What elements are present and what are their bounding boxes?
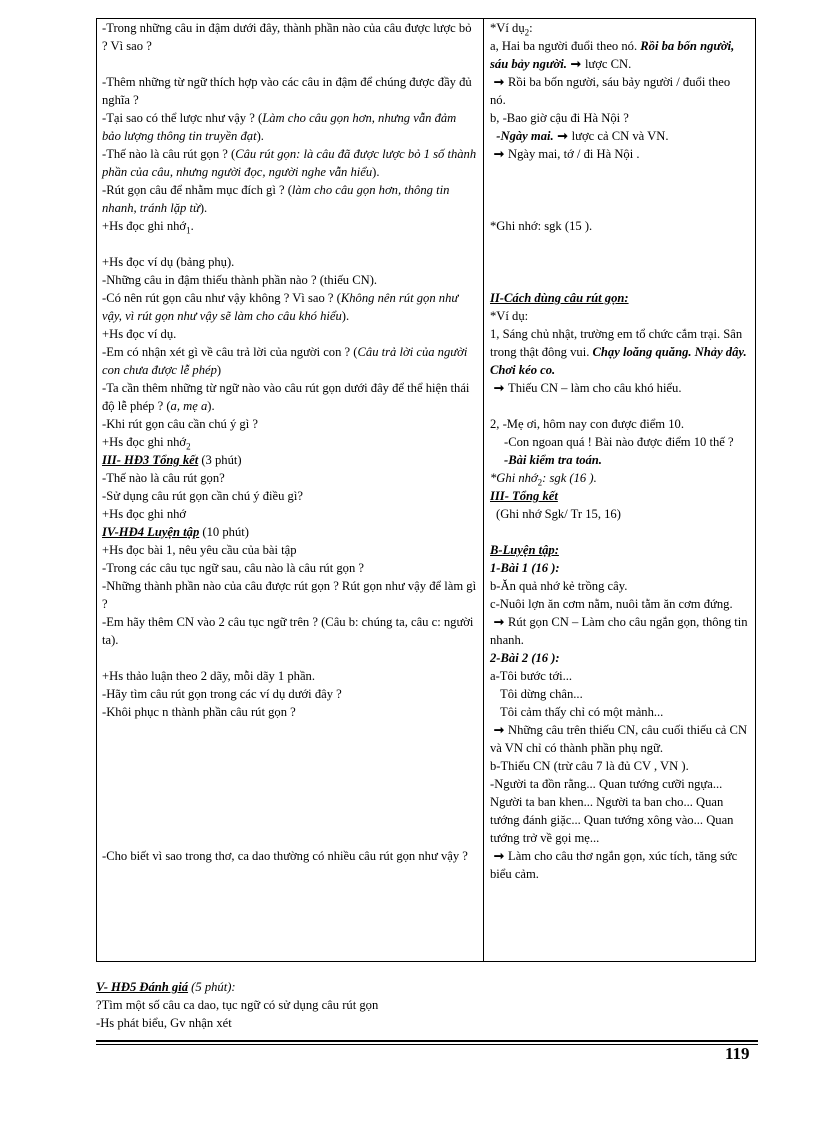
question: -Thêm những từ ngữ thích hợp vào các câu in đậm để chúng được đầy đủ nghĩa ? — [102, 75, 472, 107]
instruction: +Hs đọc ví dụ (bảng phụ). — [102, 255, 235, 269]
example-label: *Ví dụ$_2$: — [490, 21, 533, 38]
section-heading: B-Luyện tập: — [490, 543, 559, 557]
column-divider — [483, 19, 484, 961]
instruction: +Hs thảo luận theo 2 dãy, mỗi dãy 1 phần. — [102, 669, 315, 683]
arrow-right-icon: ➞ — [557, 129, 568, 143]
instruction: +Hs đọc bài 1, nêu yêu cầu của bài tập — [102, 543, 297, 557]
exercise-text: Tôi dừng chân... — [500, 687, 583, 701]
arrow-right-icon: ➞ — [493, 615, 505, 629]
question: -Trong các câu tục ngữ sau, câu nào là câu rút gọn ? — [102, 561, 364, 575]
instruction: -Hs phát biểu, Gv nhận xét — [96, 1016, 232, 1030]
example-text: -Con ngoan quá ! Bài nào được điểm 10 thế ? — [504, 435, 734, 449]
instruction: +Hs đọc ghi nhớ$_1$. — [102, 219, 194, 236]
section-heading: IV-HĐ4 Luyện tập (10 phút) — [102, 525, 249, 539]
arrow-right-icon: ➞ — [493, 147, 505, 161]
memo: (Ghi nhớ Sgk/ Tr 15, 16) — [496, 507, 621, 521]
example-text: ➞ Rồi ba bốn người, sáu bảy người / đuổi theo nó. — [490, 75, 731, 107]
arrow-right-icon: ➞ — [493, 75, 505, 89]
evaluation-section — [96, 978, 756, 1032]
example-label: *Ví dụ: — [490, 309, 529, 323]
arrow-right-icon: ➞ — [493, 381, 505, 395]
question: -Em có nhận xét gì về câu trả lời của người con ? (Câu trả lời của người con chưa được lễ phép) — [102, 345, 468, 377]
memo: *Ghi nhớ$_2$: sgk (16 ). — [490, 471, 597, 488]
exercise-text: b-Ăn quả nhớ kẻ trồng cây. — [490, 579, 628, 593]
question: -Những câu in đậm thiếu thành phần nào ? (thiếu CN). — [102, 273, 378, 287]
question: -Hãy tìm câu rút gọn trong các ví dụ dưới đây ? — [102, 687, 342, 701]
question: -Em hãy thêm CN vào 2 câu tục ngữ trên ? (Câu b: chúng ta, câu c: người ta). — [102, 615, 474, 647]
exercise-text: ➞ Rút gọn CN – Làm cho câu ngắn gọn, thông tin nhanh. — [490, 615, 748, 647]
teacher-activity-column — [102, 19, 478, 865]
section-heading: III- HĐ3 Tổng kết (3 phút) — [102, 453, 242, 467]
example-text: b, -Bao giờ cậu đi Hà Nội ? — [490, 111, 629, 125]
exercise-text: a-Tôi bước tới... — [490, 669, 573, 683]
footer-rule-thin — [96, 1044, 758, 1045]
section-heading: V- HĐ5 Đánh giá (5 phút): — [96, 980, 236, 994]
section-heading: II-Cách dùng câu rút gọn: — [490, 291, 629, 305]
question: -Thế nào là câu rút gọn ? (Câu rút gọn: là câu đã được lược bỏ 1 số thành phần của câu, nhưng người đọc, người nghe vẫn hiểu). — [102, 147, 477, 179]
example-text: -Bài kiểm tra toán. — [504, 453, 602, 467]
question: -Cho biết vì sao trong thơ, ca dao thường có nhiều câu rút gọn như vậy ? — [102, 849, 468, 863]
memo: *Ghi nhớ: sgk (15 ). — [490, 219, 593, 233]
question: -Tại sao có thể lược như vậy ? (Làm cho câu gọn hơn, nhưng vẫn đảm bảo lượng thông tin truyền đạt). — [102, 111, 457, 143]
example-text: -Ngày mai. ➞ lược cả CN và VN. — [496, 129, 669, 143]
exercise-text: b-Thiếu CN (trừ câu 7 là đủ CV , VN ). — [490, 759, 689, 773]
exercise-text: ➞ Những câu trên thiếu CN, câu cuối thiếu cả CN và VN chỉ có thành phần phụ ngữ. — [490, 723, 748, 755]
exercise-text: -Người ta đồn rằng... Quan tướng cưỡi ngựa... Người ta ban khen... Người ta ban cho... Quan tướng đánh giặc... Quan tướng xông vào... Quan tướng trở về gọi mẹ... — [490, 777, 734, 845]
example-text: ➞ Thiếu CN – làm cho câu khó hiểu. — [490, 379, 748, 397]
arrow-right-icon: ➞ — [493, 849, 505, 863]
question: -Sử dụng câu rút gọn cần chú ý điều gì? — [102, 489, 303, 503]
question: ?Tìm một số câu ca dao, tục ngữ có sử dụng câu rút gọn — [96, 998, 379, 1012]
question: -Khi rút gọn câu cần chú ý gì ? — [102, 417, 258, 431]
question: -Rút gọn câu để nhằm mục đích gì ? (làm cho câu gọn hơn, thông tin nhanh, tránh lặp từ). — [102, 183, 450, 215]
arrow-right-icon: ➞ — [493, 723, 505, 737]
lesson-table — [96, 18, 756, 962]
question: -Thế nào là câu rút gọn? — [102, 471, 225, 485]
exercise-text: Tôi cảm thấy chỉ có một mảnh... — [500, 705, 664, 719]
instruction: +Hs đọc ghi nhớ$_2$ — [102, 435, 191, 452]
exercise-text: ➞ Làm cho câu thơ ngắn gọn, xúc tích, tăng sức biểu cảm. — [490, 849, 738, 881]
arrow-right-icon: ➞ — [570, 57, 582, 71]
exercise-text: c-Nuôi lợn ăn cơm nằm, nuôi tằm ăn cơm đứng. — [490, 597, 733, 611]
question: -Trong những câu in đậm dưới đây, thành phần nào của câu được lược bỏ ? Vì sao ? — [102, 21, 472, 53]
exercise-heading: 2-Bài 2 (16 ): — [490, 651, 560, 665]
example-text: 1, Sáng chủ nhật, trường em tổ chức cắm trại. Sân trong thật đông vui. Chạy loăng quăng. Nhảy dây. Chơi kéo co. — [490, 327, 747, 377]
page-number: 119 — [725, 1044, 750, 1063]
example-text: a, Hai ba người đuổi theo nó. Rồi ba bốn người, sáu bảy người. ➞ lược CN. — [490, 39, 735, 71]
example-text: 2, -Mẹ ơi, hôm nay con được điểm 10. — [490, 417, 684, 431]
section-heading: III- Tổng kết — [490, 489, 558, 503]
instruction: +Hs đọc ví dụ. — [102, 327, 177, 341]
question: -Ta cần thêm những từ ngữ nào vào câu rút gọn dưới đây để thể hiện thái độ lễ phép ? (a, mẹ a). — [102, 381, 470, 413]
example-text: ➞ Ngày mai, tớ / đi Hà Nội . — [490, 145, 748, 163]
exercise-heading: 1-Bài 1 (16 ): — [490, 561, 560, 575]
question: -Khôi phục n thành phần câu rút gọn ? — [102, 705, 296, 719]
question: -Có nên rút gọn câu như vậy không ? Vì sao ? (Không nên rút gọn như vậy, vì rút gọn như vậy sẽ làm cho câu khó hiểu). — [102, 291, 459, 323]
question: -Những thành phần nào của câu được rút gọn ? Rút gọn như vậy để làm gì ? — [102, 579, 477, 611]
footer-rule — [96, 1040, 758, 1042]
content-column — [490, 19, 748, 883]
instruction: +Hs đọc ghi nhớ — [102, 507, 187, 521]
